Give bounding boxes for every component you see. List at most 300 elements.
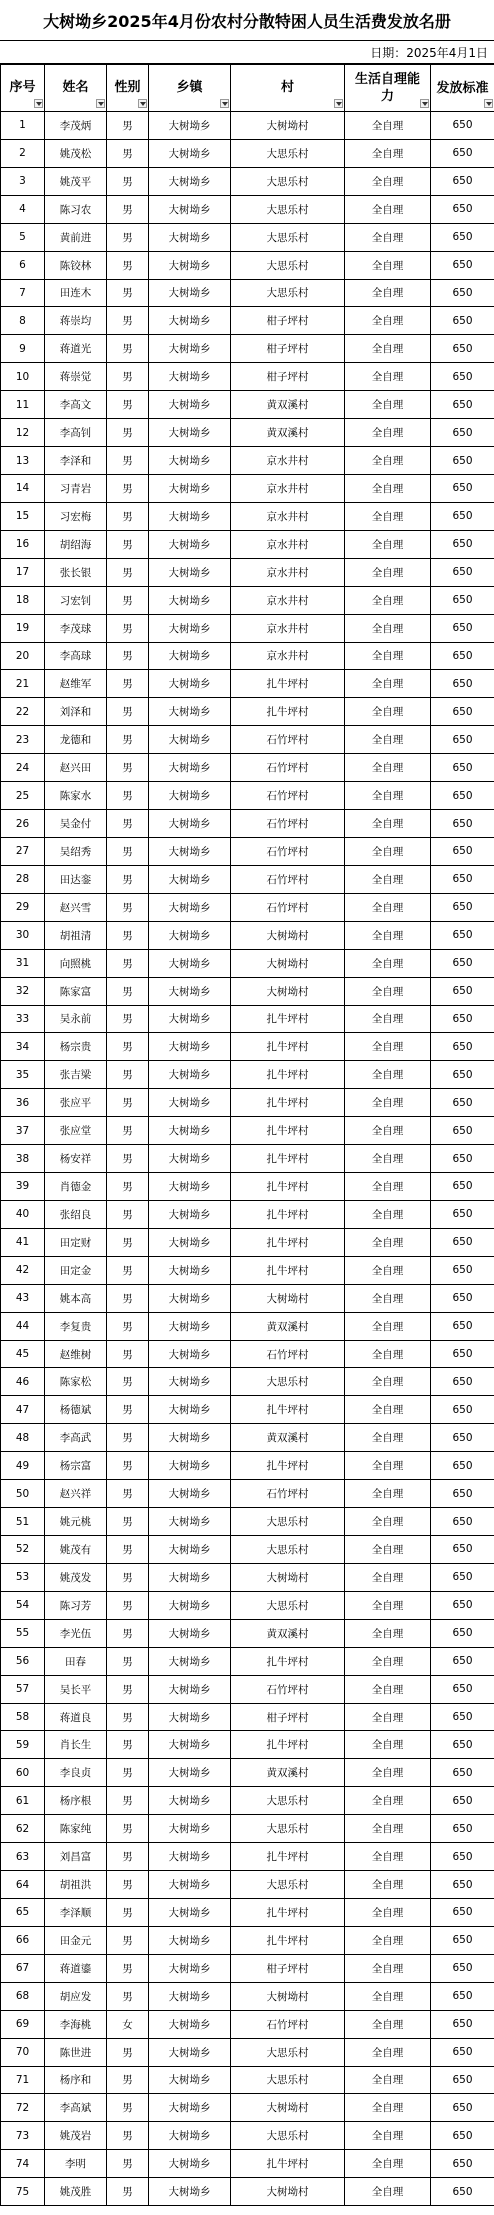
cell-gender: 男 <box>107 2178 149 2206</box>
cell-name: 胡祖清 <box>45 921 107 949</box>
cell-village: 大思乐村 <box>231 1591 345 1619</box>
cell-name: 杨序和 <box>45 2066 107 2094</box>
cell-town: 大树坳乡 <box>149 167 231 195</box>
cell-standard: 650 <box>431 1843 494 1871</box>
cell-name: 姚本高 <box>45 1284 107 1312</box>
filter-dropdown-icon[interactable] <box>96 99 105 108</box>
cell-gender: 男 <box>107 1591 149 1619</box>
cell-ability: 全自理 <box>345 949 431 977</box>
table-row <box>1 2122 494 2150</box>
cell-town: 大树坳乡 <box>149 586 231 614</box>
cell-seq: 8 <box>1 307 45 335</box>
cell-name: 姚元桃 <box>45 1508 107 1536</box>
cell-seq: 48 <box>1 1424 45 1452</box>
cell-gender: 男 <box>107 1787 149 1815</box>
cell-town: 大树坳乡 <box>149 2122 231 2150</box>
cell-village: 大思乐村 <box>231 1368 345 1396</box>
cell-gender: 男 <box>107 1005 149 1033</box>
cell-village: 大树坳村 <box>231 1982 345 2010</box>
cell-town: 大树坳乡 <box>149 1787 231 1815</box>
cell-gender: 男 <box>107 1228 149 1256</box>
cell-ability: 全自理 <box>345 307 431 335</box>
cell-ability: 全自理 <box>345 1368 431 1396</box>
cell-gender: 男 <box>107 1256 149 1284</box>
cell-town: 大树坳乡 <box>149 1368 231 1396</box>
cell-ability: 全自理 <box>345 1452 431 1480</box>
cell-standard: 650 <box>431 810 494 838</box>
cell-standard: 650 <box>431 1926 494 1954</box>
cell-standard: 650 <box>431 2010 494 2038</box>
cell-standard: 650 <box>431 307 494 335</box>
cell-village: 石竹坪村 <box>231 726 345 754</box>
cell-name: 李复贵 <box>45 1312 107 1340</box>
cell-ability: 全自理 <box>345 1173 431 1201</box>
cell-seq: 20 <box>1 642 45 670</box>
header-gender[interactable] <box>107 65 149 112</box>
cell-name: 吴金付 <box>45 810 107 838</box>
cell-ability: 全自理 <box>345 1424 431 1452</box>
cell-ability: 全自理 <box>345 167 431 195</box>
table-row <box>1 1256 494 1284</box>
cell-name: 蒋道光 <box>45 335 107 363</box>
cell-standard: 650 <box>431 112 494 140</box>
header-village-label: 村 <box>280 80 294 95</box>
cell-ability: 全自理 <box>345 810 431 838</box>
table-row <box>1 391 494 419</box>
cell-village: 大树坳村 <box>231 977 345 1005</box>
cell-village: 扎牛坪村 <box>231 1899 345 1927</box>
table-row <box>1 1173 494 1201</box>
table-row <box>1 1340 494 1368</box>
cell-gender: 男 <box>107 1843 149 1871</box>
cell-village: 大思乐村 <box>231 167 345 195</box>
header-village[interactable] <box>231 65 345 112</box>
table-row <box>1 335 494 363</box>
cell-seq: 6 <box>1 251 45 279</box>
cell-ability: 全自理 <box>345 1145 431 1173</box>
cell-ability: 全自理 <box>345 1312 431 1340</box>
cell-ability: 全自理 <box>345 1340 431 1368</box>
cell-ability: 全自理 <box>345 1005 431 1033</box>
cell-gender: 男 <box>107 1675 149 1703</box>
cell-seq: 32 <box>1 977 45 1005</box>
cell-village: 扎牛坪村 <box>231 1926 345 1954</box>
cell-ability: 全自理 <box>345 1619 431 1647</box>
cell-ability: 全自理 <box>345 1228 431 1256</box>
cell-gender: 男 <box>107 782 149 810</box>
cell-gender: 男 <box>107 586 149 614</box>
cell-ability: 全自理 <box>345 726 431 754</box>
table-row <box>1 112 494 140</box>
cell-gender: 男 <box>107 335 149 363</box>
table-row <box>1 1089 494 1117</box>
cell-village: 石竹坪村 <box>231 754 345 782</box>
cell-gender: 男 <box>107 195 149 223</box>
cell-standard: 650 <box>431 1815 494 1843</box>
cell-village: 京水井村 <box>231 447 345 475</box>
cell-name: 张应平 <box>45 1089 107 1117</box>
table-row <box>1 1563 494 1591</box>
cell-gender: 男 <box>107 474 149 502</box>
cell-seq: 68 <box>1 1982 45 2010</box>
cell-gender: 男 <box>107 1284 149 1312</box>
cell-town: 大树坳乡 <box>149 670 231 698</box>
table-row <box>1 782 494 810</box>
cell-seq: 19 <box>1 614 45 642</box>
header-standard[interactable] <box>431 65 494 112</box>
cell-name: 陈家水 <box>45 782 107 810</box>
cell-standard: 650 <box>431 1508 494 1536</box>
cell-standard: 650 <box>431 1591 494 1619</box>
cell-seq: 54 <box>1 1591 45 1619</box>
header-name[interactable] <box>45 65 107 112</box>
cell-seq: 65 <box>1 1899 45 1927</box>
cell-ability: 全自理 <box>345 1703 431 1731</box>
cell-village: 黄双溪村 <box>231 1312 345 1340</box>
cell-town: 大树坳乡 <box>149 391 231 419</box>
cell-village: 大树坳村 <box>231 949 345 977</box>
cell-name: 张应堂 <box>45 1117 107 1145</box>
cell-gender: 男 <box>107 167 149 195</box>
cell-town: 大树坳乡 <box>149 530 231 558</box>
cell-standard: 650 <box>431 1954 494 1982</box>
cell-standard: 650 <box>431 1563 494 1591</box>
header-seq-label: 序号 <box>9 80 36 95</box>
cell-ability: 全自理 <box>345 195 431 223</box>
cell-ability: 全自理 <box>345 1647 431 1675</box>
cell-standard: 650 <box>431 363 494 391</box>
cell-town: 大树坳乡 <box>149 642 231 670</box>
cell-town: 大树坳乡 <box>149 782 231 810</box>
cell-village: 扎牛坪村 <box>231 1005 345 1033</box>
cell-village: 扎牛坪村 <box>231 1061 345 1089</box>
filter-dropdown-icon[interactable] <box>420 99 429 108</box>
cell-seq: 45 <box>1 1340 45 1368</box>
cell-standard: 650 <box>431 335 494 363</box>
cell-gender: 男 <box>107 1703 149 1731</box>
cell-seq: 37 <box>1 1117 45 1145</box>
cell-ability: 全自理 <box>345 335 431 363</box>
cell-name: 陈家纯 <box>45 1815 107 1843</box>
cell-town: 大树坳乡 <box>149 754 231 782</box>
cell-name: 吴长平 <box>45 1675 107 1703</box>
cell-village: 扎牛坪村 <box>231 1033 345 1061</box>
cell-seq: 24 <box>1 754 45 782</box>
cell-standard: 650 <box>431 1061 494 1089</box>
cell-seq: 36 <box>1 1089 45 1117</box>
cell-ability: 全自理 <box>345 1759 431 1787</box>
cell-gender: 男 <box>107 307 149 335</box>
cell-village: 石竹坪村 <box>231 865 345 893</box>
cell-town: 大树坳乡 <box>149 279 231 307</box>
filter-dropdown-icon[interactable] <box>138 99 147 108</box>
cell-gender: 男 <box>107 1145 149 1173</box>
cell-standard: 650 <box>431 1675 494 1703</box>
cell-village: 扎牛坪村 <box>231 1228 345 1256</box>
roster-table <box>0 64 494 2206</box>
cell-ability: 全自理 <box>345 754 431 782</box>
cell-name: 龙德和 <box>45 726 107 754</box>
cell-village: 大树坳村 <box>231 112 345 140</box>
cell-town: 大树坳乡 <box>149 195 231 223</box>
cell-town: 大树坳乡 <box>149 2150 231 2178</box>
cell-town: 大树坳乡 <box>149 335 231 363</box>
cell-standard: 650 <box>431 223 494 251</box>
cell-name: 肖长生 <box>45 1731 107 1759</box>
cell-standard: 650 <box>431 670 494 698</box>
cell-town: 大树坳乡 <box>149 726 231 754</box>
cell-ability: 全自理 <box>345 586 431 614</box>
cell-name: 田春 <box>45 1647 107 1675</box>
cell-name: 蒋道鎏 <box>45 1954 107 1982</box>
cell-village: 扎牛坪村 <box>231 698 345 726</box>
header-standard-label: 发放标准 <box>436 80 489 96</box>
cell-seq: 12 <box>1 419 45 447</box>
header-gender-label: 性别 <box>114 80 141 95</box>
table-row <box>1 1787 494 1815</box>
cell-name: 胡绍海 <box>45 530 107 558</box>
cell-gender: 男 <box>107 698 149 726</box>
cell-ability: 全自理 <box>345 1843 431 1871</box>
table-row <box>1 586 494 614</box>
cell-gender: 男 <box>107 558 149 586</box>
cell-gender: 男 <box>107 1452 149 1480</box>
cell-gender: 男 <box>107 1926 149 1954</box>
table-row <box>1 2094 494 2122</box>
cell-seq: 60 <box>1 1759 45 1787</box>
cell-village: 京水井村 <box>231 474 345 502</box>
cell-town: 大树坳乡 <box>149 502 231 530</box>
cell-gender: 男 <box>107 2094 149 2122</box>
cell-village: 扎牛坪村 <box>231 1089 345 1117</box>
cell-standard: 650 <box>431 837 494 865</box>
cell-town: 大树坳乡 <box>149 1926 231 1954</box>
cell-village: 石竹坪村 <box>231 1480 345 1508</box>
cell-gender: 男 <box>107 1899 149 1927</box>
cell-standard: 650 <box>431 1396 494 1424</box>
cell-standard: 650 <box>431 1089 494 1117</box>
cell-village: 大思乐村 <box>231 223 345 251</box>
table-row <box>1 139 494 167</box>
header-ability-label: 生活自理能力 <box>354 72 420 104</box>
cell-name: 姚茂发 <box>45 1563 107 1591</box>
cell-standard: 650 <box>431 1368 494 1396</box>
cell-town: 大树坳乡 <box>149 1563 231 1591</box>
cell-name: 李高钊 <box>45 419 107 447</box>
header-seq[interactable] <box>1 65 45 112</box>
filter-dropdown-icon[interactable] <box>34 99 43 108</box>
cell-town: 大树坳乡 <box>149 921 231 949</box>
cell-standard: 650 <box>431 1033 494 1061</box>
table-row <box>1 2150 494 2178</box>
table-row <box>1 1228 494 1256</box>
header-name-label: 姓名 <box>62 80 89 95</box>
cell-name: 姚茂岩 <box>45 2122 107 2150</box>
cell-village: 京水井村 <box>231 614 345 642</box>
cell-ability: 全自理 <box>345 1871 431 1899</box>
cell-ability: 全自理 <box>345 1982 431 2010</box>
cell-ability: 全自理 <box>345 1787 431 1815</box>
cell-standard: 650 <box>431 1787 494 1815</box>
table-row <box>1 977 494 1005</box>
table-row <box>1 474 494 502</box>
table-row <box>1 167 494 195</box>
cell-seq: 23 <box>1 726 45 754</box>
cell-town: 大树坳乡 <box>149 949 231 977</box>
cell-gender: 男 <box>107 447 149 475</box>
cell-name: 田定财 <box>45 1228 107 1256</box>
table-row <box>1 726 494 754</box>
header-town[interactable] <box>149 65 231 112</box>
cell-seq: 53 <box>1 1563 45 1591</box>
cell-seq: 71 <box>1 2066 45 2094</box>
cell-ability: 全自理 <box>345 530 431 558</box>
cell-town: 大树坳乡 <box>149 1759 231 1787</box>
cell-ability: 全自理 <box>345 837 431 865</box>
table-row <box>1 810 494 838</box>
table-row <box>1 1312 494 1340</box>
cell-ability: 全自理 <box>345 1899 431 1927</box>
cell-town: 大树坳乡 <box>149 1591 231 1619</box>
cell-ability: 全自理 <box>345 2010 431 2038</box>
cell-standard: 650 <box>431 1284 494 1312</box>
cell-ability: 全自理 <box>345 223 431 251</box>
cell-town: 大树坳乡 <box>149 1647 231 1675</box>
cell-seq: 75 <box>1 2178 45 2206</box>
cell-standard: 650 <box>431 1424 494 1452</box>
filter-dropdown-icon[interactable] <box>334 99 343 108</box>
cell-gender: 男 <box>107 1312 149 1340</box>
cell-village: 石竹坪村 <box>231 893 345 921</box>
cell-town: 大树坳乡 <box>149 1033 231 1061</box>
cell-ability: 全自理 <box>345 893 431 921</box>
cell-ability: 全自理 <box>345 363 431 391</box>
cell-town: 大树坳乡 <box>149 251 231 279</box>
cell-standard: 650 <box>431 2122 494 2150</box>
header-town-label: 乡镇 <box>176 80 203 95</box>
table-row <box>1 195 494 223</box>
cell-town: 大树坳乡 <box>149 614 231 642</box>
cell-name: 赵维军 <box>45 670 107 698</box>
cell-ability: 全自理 <box>345 139 431 167</box>
cell-town: 大树坳乡 <box>149 1284 231 1312</box>
cell-ability: 全自理 <box>345 474 431 502</box>
cell-gender: 男 <box>107 949 149 977</box>
cell-ability: 全自理 <box>345 1033 431 1061</box>
cell-gender: 男 <box>107 1396 149 1424</box>
cell-town: 大树坳乡 <box>149 1089 231 1117</box>
cell-ability: 全自理 <box>345 1591 431 1619</box>
cell-ability: 全自理 <box>345 419 431 447</box>
cell-standard: 650 <box>431 865 494 893</box>
table-row <box>1 670 494 698</box>
table-row <box>1 1675 494 1703</box>
cell-standard: 650 <box>431 530 494 558</box>
cell-ability: 全自理 <box>345 2094 431 2122</box>
filter-dropdown-icon[interactable] <box>220 99 229 108</box>
cell-seq: 40 <box>1 1200 45 1228</box>
table-row <box>1 1591 494 1619</box>
cell-town: 大树坳乡 <box>149 1173 231 1201</box>
cell-town: 大树坳乡 <box>149 893 231 921</box>
cell-gender: 男 <box>107 2122 149 2150</box>
cell-ability: 全自理 <box>345 1563 431 1591</box>
cell-name: 赵兴雪 <box>45 893 107 921</box>
cell-ability: 全自理 <box>345 1954 431 1982</box>
cell-village: 大思乐村 <box>231 1815 345 1843</box>
table-row <box>1 558 494 586</box>
cell-standard: 650 <box>431 726 494 754</box>
cell-ability: 全自理 <box>345 1731 431 1759</box>
cell-town: 大树坳乡 <box>149 1256 231 1284</box>
table-row <box>1 1284 494 1312</box>
cell-village: 大思乐村 <box>231 1787 345 1815</box>
cell-name: 田达銮 <box>45 865 107 893</box>
cell-ability: 全自理 <box>345 2066 431 2094</box>
cell-village: 扎牛坪村 <box>231 1173 345 1201</box>
cell-gender: 男 <box>107 1954 149 1982</box>
cell-village: 柑子坪村 <box>231 1703 345 1731</box>
cell-town: 大树坳乡 <box>149 223 231 251</box>
cell-town: 大树坳乡 <box>149 1871 231 1899</box>
cell-standard: 650 <box>431 1228 494 1256</box>
cell-standard: 650 <box>431 921 494 949</box>
filter-dropdown-icon[interactable] <box>484 99 493 108</box>
table-row <box>1 1954 494 1982</box>
cell-name: 陈家富 <box>45 977 107 1005</box>
cell-seq: 46 <box>1 1368 45 1396</box>
cell-gender: 男 <box>107 391 149 419</box>
cell-standard: 650 <box>431 1312 494 1340</box>
cell-ability: 全自理 <box>345 782 431 810</box>
cell-standard: 650 <box>431 167 494 195</box>
cell-seq: 11 <box>1 391 45 419</box>
header-ability[interactable] <box>345 65 431 112</box>
cell-town: 大树坳乡 <box>149 307 231 335</box>
cell-gender: 男 <box>107 614 149 642</box>
cell-ability: 全自理 <box>345 642 431 670</box>
cell-standard: 650 <box>431 1005 494 1033</box>
cell-village: 大思乐村 <box>231 2038 345 2066</box>
cell-town: 大树坳乡 <box>149 1675 231 1703</box>
cell-ability: 全自理 <box>345 251 431 279</box>
cell-village: 京水井村 <box>231 530 345 558</box>
cell-village: 扎牛坪村 <box>231 1200 345 1228</box>
cell-town: 大树坳乡 <box>149 977 231 1005</box>
table-row <box>1 1871 494 1899</box>
cell-seq: 57 <box>1 1675 45 1703</box>
cell-village: 扎牛坪村 <box>231 1647 345 1675</box>
table-row <box>1 502 494 530</box>
cell-standard: 650 <box>431 2038 494 2066</box>
cell-standard: 650 <box>431 447 494 475</box>
cell-village: 扎牛坪村 <box>231 1396 345 1424</box>
cell-village: 大思乐村 <box>231 279 345 307</box>
cell-seq: 67 <box>1 1954 45 1982</box>
cell-seq: 44 <box>1 1312 45 1340</box>
cell-standard: 650 <box>431 1200 494 1228</box>
table-row <box>1 1452 494 1480</box>
cell-town: 大树坳乡 <box>149 1619 231 1647</box>
cell-standard: 650 <box>431 1619 494 1647</box>
cell-name: 习宏钊 <box>45 586 107 614</box>
cell-town: 大树坳乡 <box>149 1200 231 1228</box>
cell-gender: 男 <box>107 1480 149 1508</box>
cell-standard: 650 <box>431 391 494 419</box>
cell-standard: 650 <box>431 754 494 782</box>
cell-seq: 28 <box>1 865 45 893</box>
cell-seq: 59 <box>1 1731 45 1759</box>
